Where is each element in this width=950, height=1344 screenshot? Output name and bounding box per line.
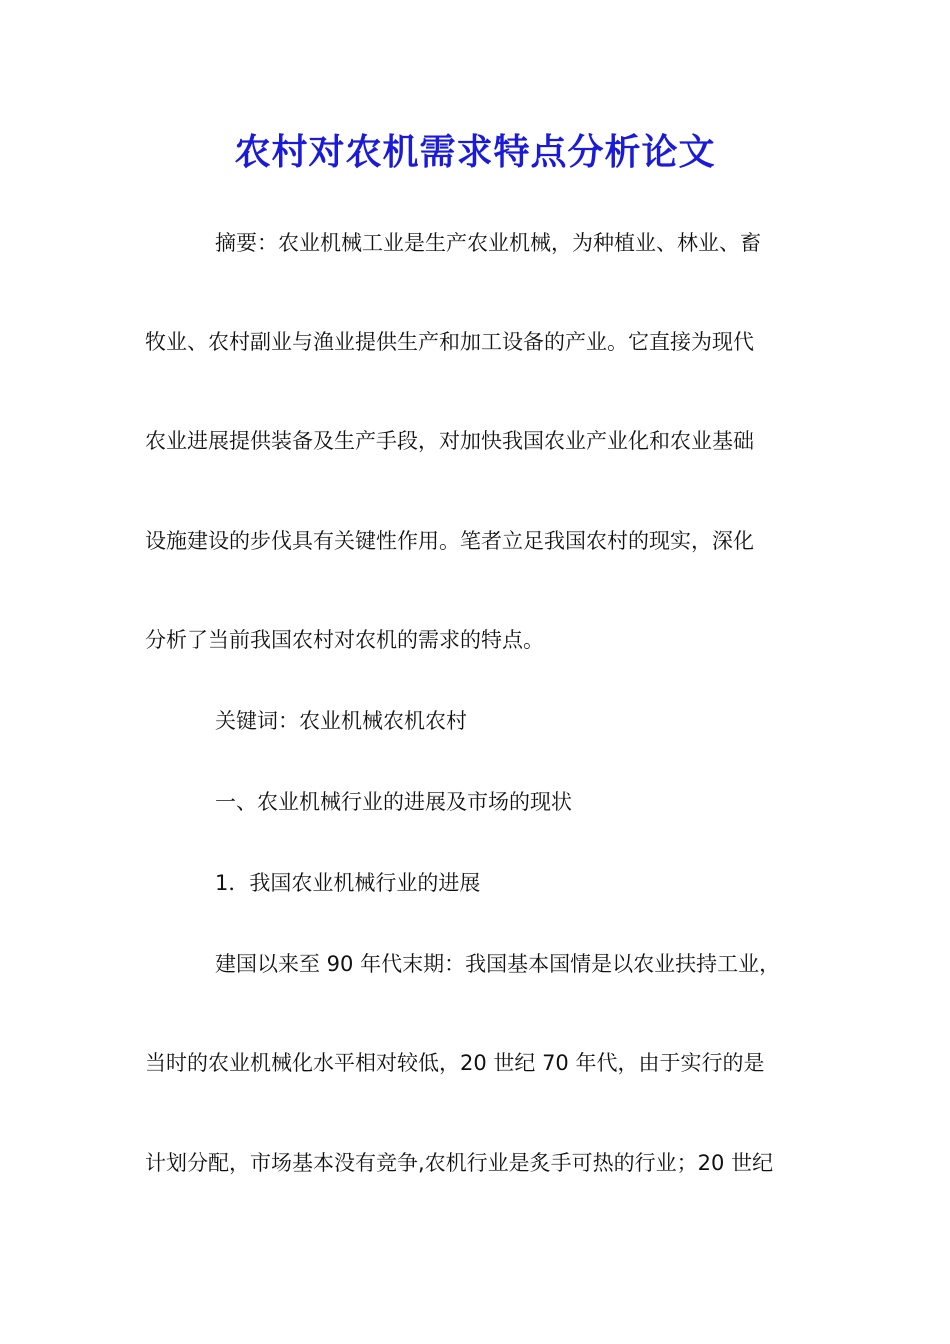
abstract-line-5: 分析了当前我国农村对农机的需求的特点。 xyxy=(145,628,544,652)
abstract-line-1: 摘要：农业机械工业是生产农业机械，为种植业、林业、畜 xyxy=(215,231,761,255)
abstract-line-3: 农业进展提供装备及生产手段，对加快我国农业产业化和农业基础 xyxy=(145,429,754,453)
body-line-3: 计划分配，市场基本没有竞争,农机行业是炙手可热的行业；20 世纪 xyxy=(145,1151,774,1175)
document-title: 农村对农机需求特点分析论文 xyxy=(234,131,716,173)
body-line-1: 建国以来至 90 年代末期：我国基本国情是以农业扶持工业， xyxy=(215,952,781,976)
abstract-line-4: 设施建设的步伐具有关键性作用。笔者立足我国农村的现实，深化 xyxy=(145,529,754,553)
keywords-line: 关键词：农业机械农机农村 xyxy=(215,709,467,733)
subsection-heading-1: 1．我国农业机械行业的进展 xyxy=(215,871,481,895)
abstract-line-2: 牧业、农村副业与渔业提供生产和加工设备的产业。它直接为现代 xyxy=(145,330,754,354)
section-heading-1: 一、农业机械行业的进展及市场的现状 xyxy=(215,790,572,814)
body-line-2: 当时的农业机械化水平相对较低，20 世纪 70 年代，由于实行的是 xyxy=(145,1051,765,1075)
